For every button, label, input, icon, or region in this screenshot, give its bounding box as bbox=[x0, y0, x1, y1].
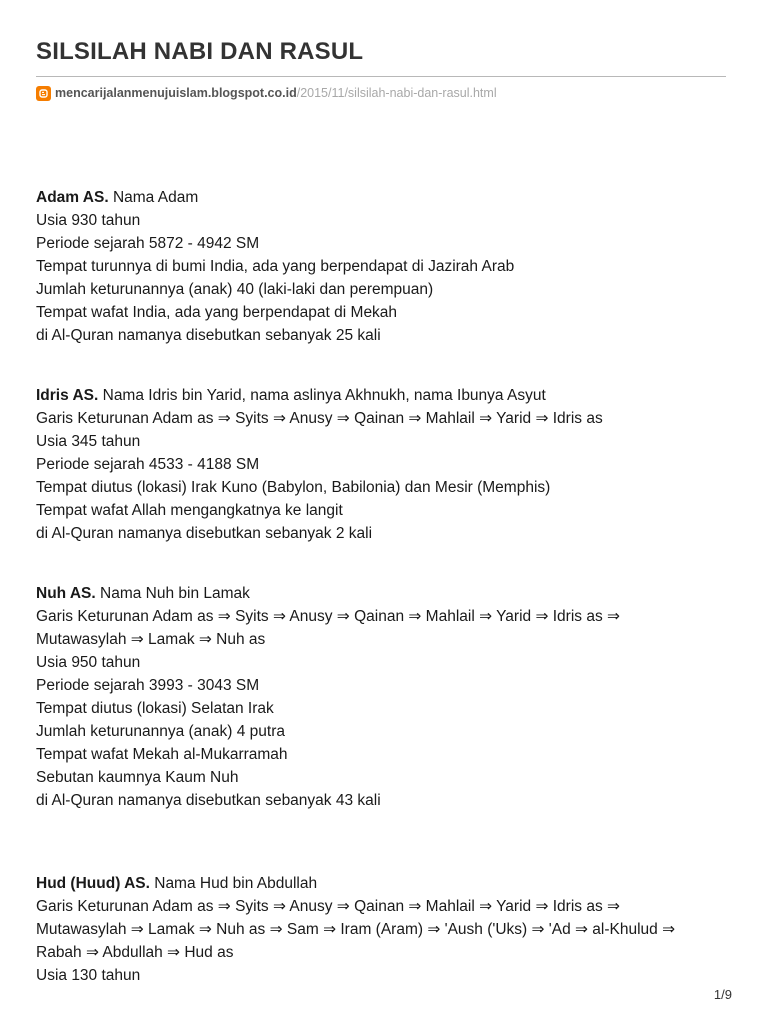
source-domain-link[interactable]: mencarijalanmenujuislam.blogspot.co.id bbox=[55, 86, 297, 100]
prophet-detail-line: Garis Keturunan Adam as ⇒ Syits ⇒ Anusy ⇒ Qainan ⇒ Mahlail ⇒ Yarid ⇒ Idris as bbox=[36, 410, 603, 427]
blogger-icon bbox=[36, 86, 51, 101]
prophet-name: Nuh AS. bbox=[36, 585, 96, 602]
prophet-entry-hud bbox=[36, 872, 736, 987]
source-path: /2015/11/silsilah-nabi-dan-rasul.html bbox=[296, 86, 497, 100]
prophet-detail-line: Tempat wafat Allah mengangkatnya ke langit bbox=[36, 502, 343, 519]
prophet-entry-nuh bbox=[36, 582, 736, 812]
prophet-detail-line: Garis Keturunan Adam as ⇒ Syits ⇒ Anusy ⇒ Qainan ⇒ Mahlail ⇒ Yarid ⇒ Idris as ⇒ bbox=[36, 608, 620, 625]
prophet-first-line: Nama Idris bin Yarid, nama aslinya Akhnukh, nama Ibunya Asyut bbox=[98, 387, 546, 404]
prophet-detail-line: di Al-Quran namanya disebutkan sebanyak 25 kali bbox=[36, 327, 381, 344]
prophet-detail-line: Rabah ⇒ Abdullah ⇒ Hud as bbox=[36, 944, 234, 961]
page-number: 1/9 bbox=[713, 987, 732, 1002]
prophet-first-line: Nama Adam bbox=[108, 189, 199, 206]
prophet-first-line: Nama Nuh bin Lamak bbox=[95, 585, 250, 602]
prophet-entry-idris bbox=[36, 384, 736, 545]
prophet-detail-line: Mutawasylah ⇒ Lamak ⇒ Nuh as ⇒ Sam ⇒ Iram (Aram) ⇒ 'Aush ('Uks) ⇒ 'Ad ⇒ al-Khulud ⇒ bbox=[36, 921, 676, 938]
prophet-detail-line: Jumlah keturunannya (anak) 40 (laki-laki dan perempuan) bbox=[36, 281, 434, 298]
source-url bbox=[36, 84, 497, 102]
prophet-first-line: Nama Hud bin Abdullah bbox=[149, 875, 318, 892]
prophet-detail-line: Tempat wafat Mekah al-Mukarramah bbox=[36, 746, 288, 763]
prophet-detail-line: Periode sejarah 5872 - 4942 SM bbox=[36, 235, 260, 252]
prophet-detail-line: di Al-Quran namanya disebutkan sebanyak 43 kali bbox=[36, 792, 381, 809]
article-body bbox=[36, 186, 736, 987]
prophet-detail-line: Tempat wafat India, ada yang berpendapat di Mekah bbox=[36, 304, 398, 321]
prophet-detail-line: di Al-Quran namanya disebutkan sebanyak 2 kali bbox=[36, 525, 373, 542]
prophet-detail-line: Tempat diutus (lokasi) Selatan Irak bbox=[36, 700, 274, 717]
prophet-heading bbox=[36, 384, 736, 407]
prophet-entry-adam bbox=[36, 186, 736, 347]
prophet-detail-line: Mutawasylah ⇒ Lamak ⇒ Nuh as bbox=[36, 631, 266, 648]
prophet-detail-line: Garis Keturunan Adam as ⇒ Syits ⇒ Anusy ⇒ Qainan ⇒ Mahlail ⇒ Yarid ⇒ Idris as ⇒ bbox=[36, 898, 620, 915]
prophet-detail-line: Usia 345 tahun bbox=[36, 433, 141, 450]
prophet-name: Adam AS. bbox=[36, 189, 109, 206]
prophet-detail-line: Usia 930 tahun bbox=[36, 212, 141, 229]
prophet-name: Idris AS. bbox=[36, 387, 99, 404]
prophet-detail-line: Tempat turunnya di bumi India, ada yang berpendapat di Jazirah Arab bbox=[36, 258, 515, 275]
prophet-heading bbox=[36, 186, 736, 209]
prophet-detail-line: Jumlah keturunannya (anak) 4 putra bbox=[36, 723, 286, 740]
page-title: SILSILAH NABI DAN RASUL bbox=[36, 38, 364, 65]
prophet-detail-line: Tempat diutus (lokasi) Irak Kuno (Babylon, Babilonia) dan Mesir (Memphis) bbox=[36, 479, 551, 496]
title-divider bbox=[36, 76, 726, 77]
prophet-detail-line: Usia 950 tahun bbox=[36, 654, 141, 671]
prophet-detail-line: Periode sejarah 4533 - 4188 SM bbox=[36, 456, 260, 473]
prophet-heading bbox=[36, 582, 736, 605]
prophet-detail-line: Periode sejarah 3993 - 3043 SM bbox=[36, 677, 260, 694]
prophet-detail-line: Usia 130 tahun bbox=[36, 967, 141, 984]
prophet-detail-line: Sebutan kaumnya Kaum Nuh bbox=[36, 769, 239, 786]
prophet-heading bbox=[36, 872, 736, 895]
prophet-name: Hud (Huud) AS. bbox=[36, 875, 150, 892]
